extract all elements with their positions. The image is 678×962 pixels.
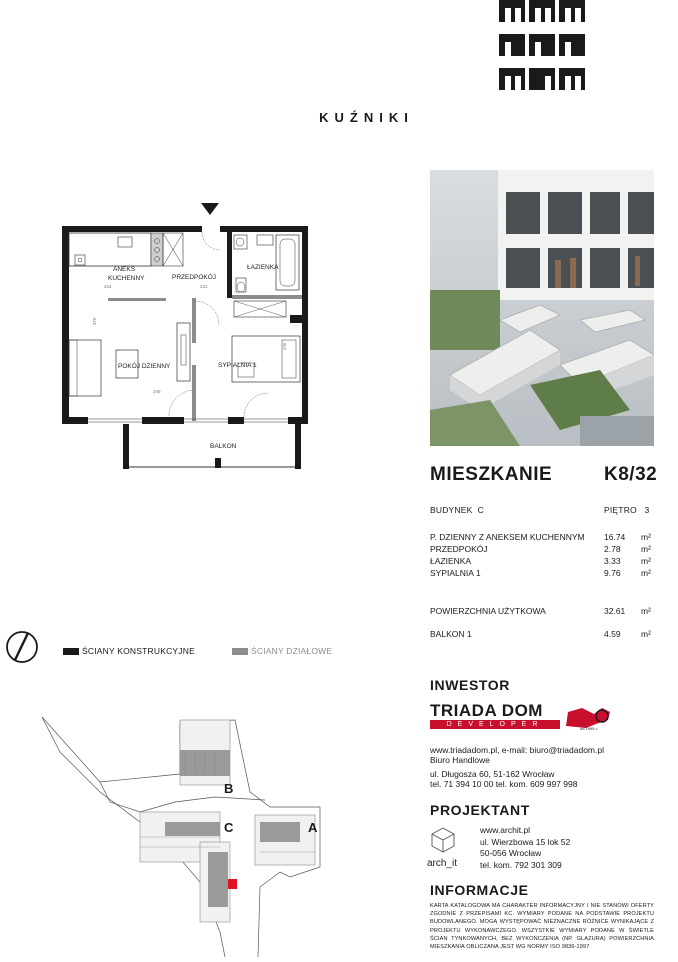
legend-partition-swatch — [232, 648, 248, 655]
triada-logo-since: od 1995 r. — [580, 726, 598, 731]
room-name: ŁAZIENKA — [430, 556, 472, 566]
room-label-balkon: BALKON — [210, 443, 237, 450]
unit: m² — [641, 606, 651, 616]
investor-heading: INWESTOR — [430, 677, 510, 693]
designer-contact — [480, 825, 570, 871]
room-label-lazienka: ŁAZIENKA — [247, 264, 279, 271]
designer-phone: tel. kom. 792 301 309 — [480, 859, 562, 870]
legend-structural-swatch — [63, 648, 79, 655]
dim-370: 370 — [92, 317, 97, 325]
balcony-label: BALKON 1 — [430, 629, 472, 639]
unit: m² — [641, 556, 651, 566]
room-row — [430, 544, 656, 554]
room-label-aneks-2: KUCHENNY — [108, 275, 145, 282]
balcony-area: 4.59 — [604, 629, 621, 639]
site-label-c: C — [224, 820, 234, 835]
room-area: 3.33 — [604, 556, 621, 566]
room-row — [430, 568, 656, 578]
investor-address: ul. Długosza 60, 51-162 Wrocław — [430, 769, 555, 779]
unit: m² — [641, 568, 651, 578]
archit-logo-icon — [430, 826, 456, 854]
dim-349: 349 — [153, 389, 161, 394]
investor-phone: tel. 71 394 10 00 tel. kom. 609 997 998 — [430, 779, 578, 789]
triada-logo-main: TRIADA DOM — [430, 701, 543, 720]
apartment-heading: MIESZKANIE — [430, 464, 553, 485]
legend-structural — [63, 646, 195, 656]
dim-426: 426 — [282, 342, 287, 350]
floor-label-text: PIĘTRO — [604, 505, 637, 515]
room-name: SYPIALNIA 1 — [430, 568, 481, 578]
floor-label — [604, 505, 649, 515]
total-area-label: POWIERZCHNIA UŻYTKOWA — [430, 606, 546, 616]
designer-web: www.archit.pl — [480, 825, 531, 835]
designer-street: ul. Wierzbowa 15 lok 52 — [480, 836, 571, 847]
investor-contact — [430, 745, 604, 789]
room-label-sypialnia: SYPIALNIA 1 — [218, 362, 257, 369]
balcony-row — [430, 629, 656, 639]
floor-plan — [50, 195, 320, 475]
room-name: P. DZIENNY Z ANEKSEM KUCHENNYM — [430, 532, 585, 542]
brand-logo-mark — [497, 0, 587, 96]
total-area-value: 32.61 — [604, 606, 626, 616]
room-name: PRZEDPOKÓJ — [430, 544, 488, 554]
total-area-row — [430, 606, 656, 616]
room-row — [430, 556, 656, 566]
floor-value: 3 — [644, 505, 650, 515]
site-plan — [40, 712, 340, 957]
info-heading: INFORMACJE — [430, 882, 529, 898]
dim-224: 224 — [104, 284, 112, 289]
info-text: KARTA KATALOGOWA MA CHARAKTER INFORMACYJNY I NIE STANOWI OFERTY ZGODNIE Z PRZEPISAMI KC. WYMIARY PODANE NA PODSTAWIE PROJEKTU BUDOWLANEGO. MOGĄ WYSTĘPOWAĆ NIEZNACZNE RÓŻNICE WYNIKAJĄCE Z PROJEKTU WYKONAWCZEGO. WSZYSTKIE WYMIARY PODANE W ŚWIETLE ŚCIAN TYNKOWANYCH, BEZ WYKOŃCZENIA (NP. GLAZURA) POWIERZCHNIA MIESZKANIA OBLICZANA JEST WG NORMY ISO 9836-1997 — [430, 903, 654, 951]
triada-logo-sub: DEVELOPER — [430, 720, 560, 729]
archit-logo-label: arch_it — [427, 858, 458, 869]
brand-name: KUŹNIKI — [319, 110, 414, 125]
apartment-code: K8/32 — [604, 464, 658, 485]
room-row — [430, 532, 656, 542]
building-visualization — [430, 170, 654, 446]
site-label-b: B — [224, 781, 234, 796]
north-arrow-icon — [3, 628, 41, 666]
room-label-pokoj: POKÓJ DZIENNY — [118, 363, 171, 370]
dim-231: 231 — [200, 284, 208, 289]
unit: m² — [641, 532, 651, 542]
room-area: 9.76 — [604, 568, 621, 578]
building-label — [430, 505, 484, 515]
legend-partition-label: ŚCIANY DZIAŁOWE — [251, 646, 333, 656]
site-label-a: A — [308, 820, 318, 835]
designer-city: 50-056 Wrocław — [480, 848, 542, 858]
investor-office: Biuro Handlowe — [430, 755, 491, 765]
legend-partition — [232, 646, 332, 656]
triada-dom-logo — [430, 702, 616, 734]
room-area: 2.78 — [604, 544, 621, 554]
building-label-text: BUDYNEK — [430, 505, 473, 515]
room-area: 16.74 — [604, 532, 626, 542]
unit: m² — [641, 629, 651, 639]
building-value: C — [477, 505, 484, 515]
room-label-aneks-1: ANEKS — [113, 266, 136, 273]
unit: m² — [641, 544, 651, 554]
investor-web: www.triadadom.pl, e-mail: biuro@triadadom.pl — [430, 745, 604, 755]
designer-heading: PROJEKTANT — [430, 802, 530, 818]
room-label-przedpokoj: PRZEDPOKÓJ — [172, 274, 217, 281]
legend-structural-label: ŚCIANY KONSTRUKCYJNE — [82, 646, 195, 656]
